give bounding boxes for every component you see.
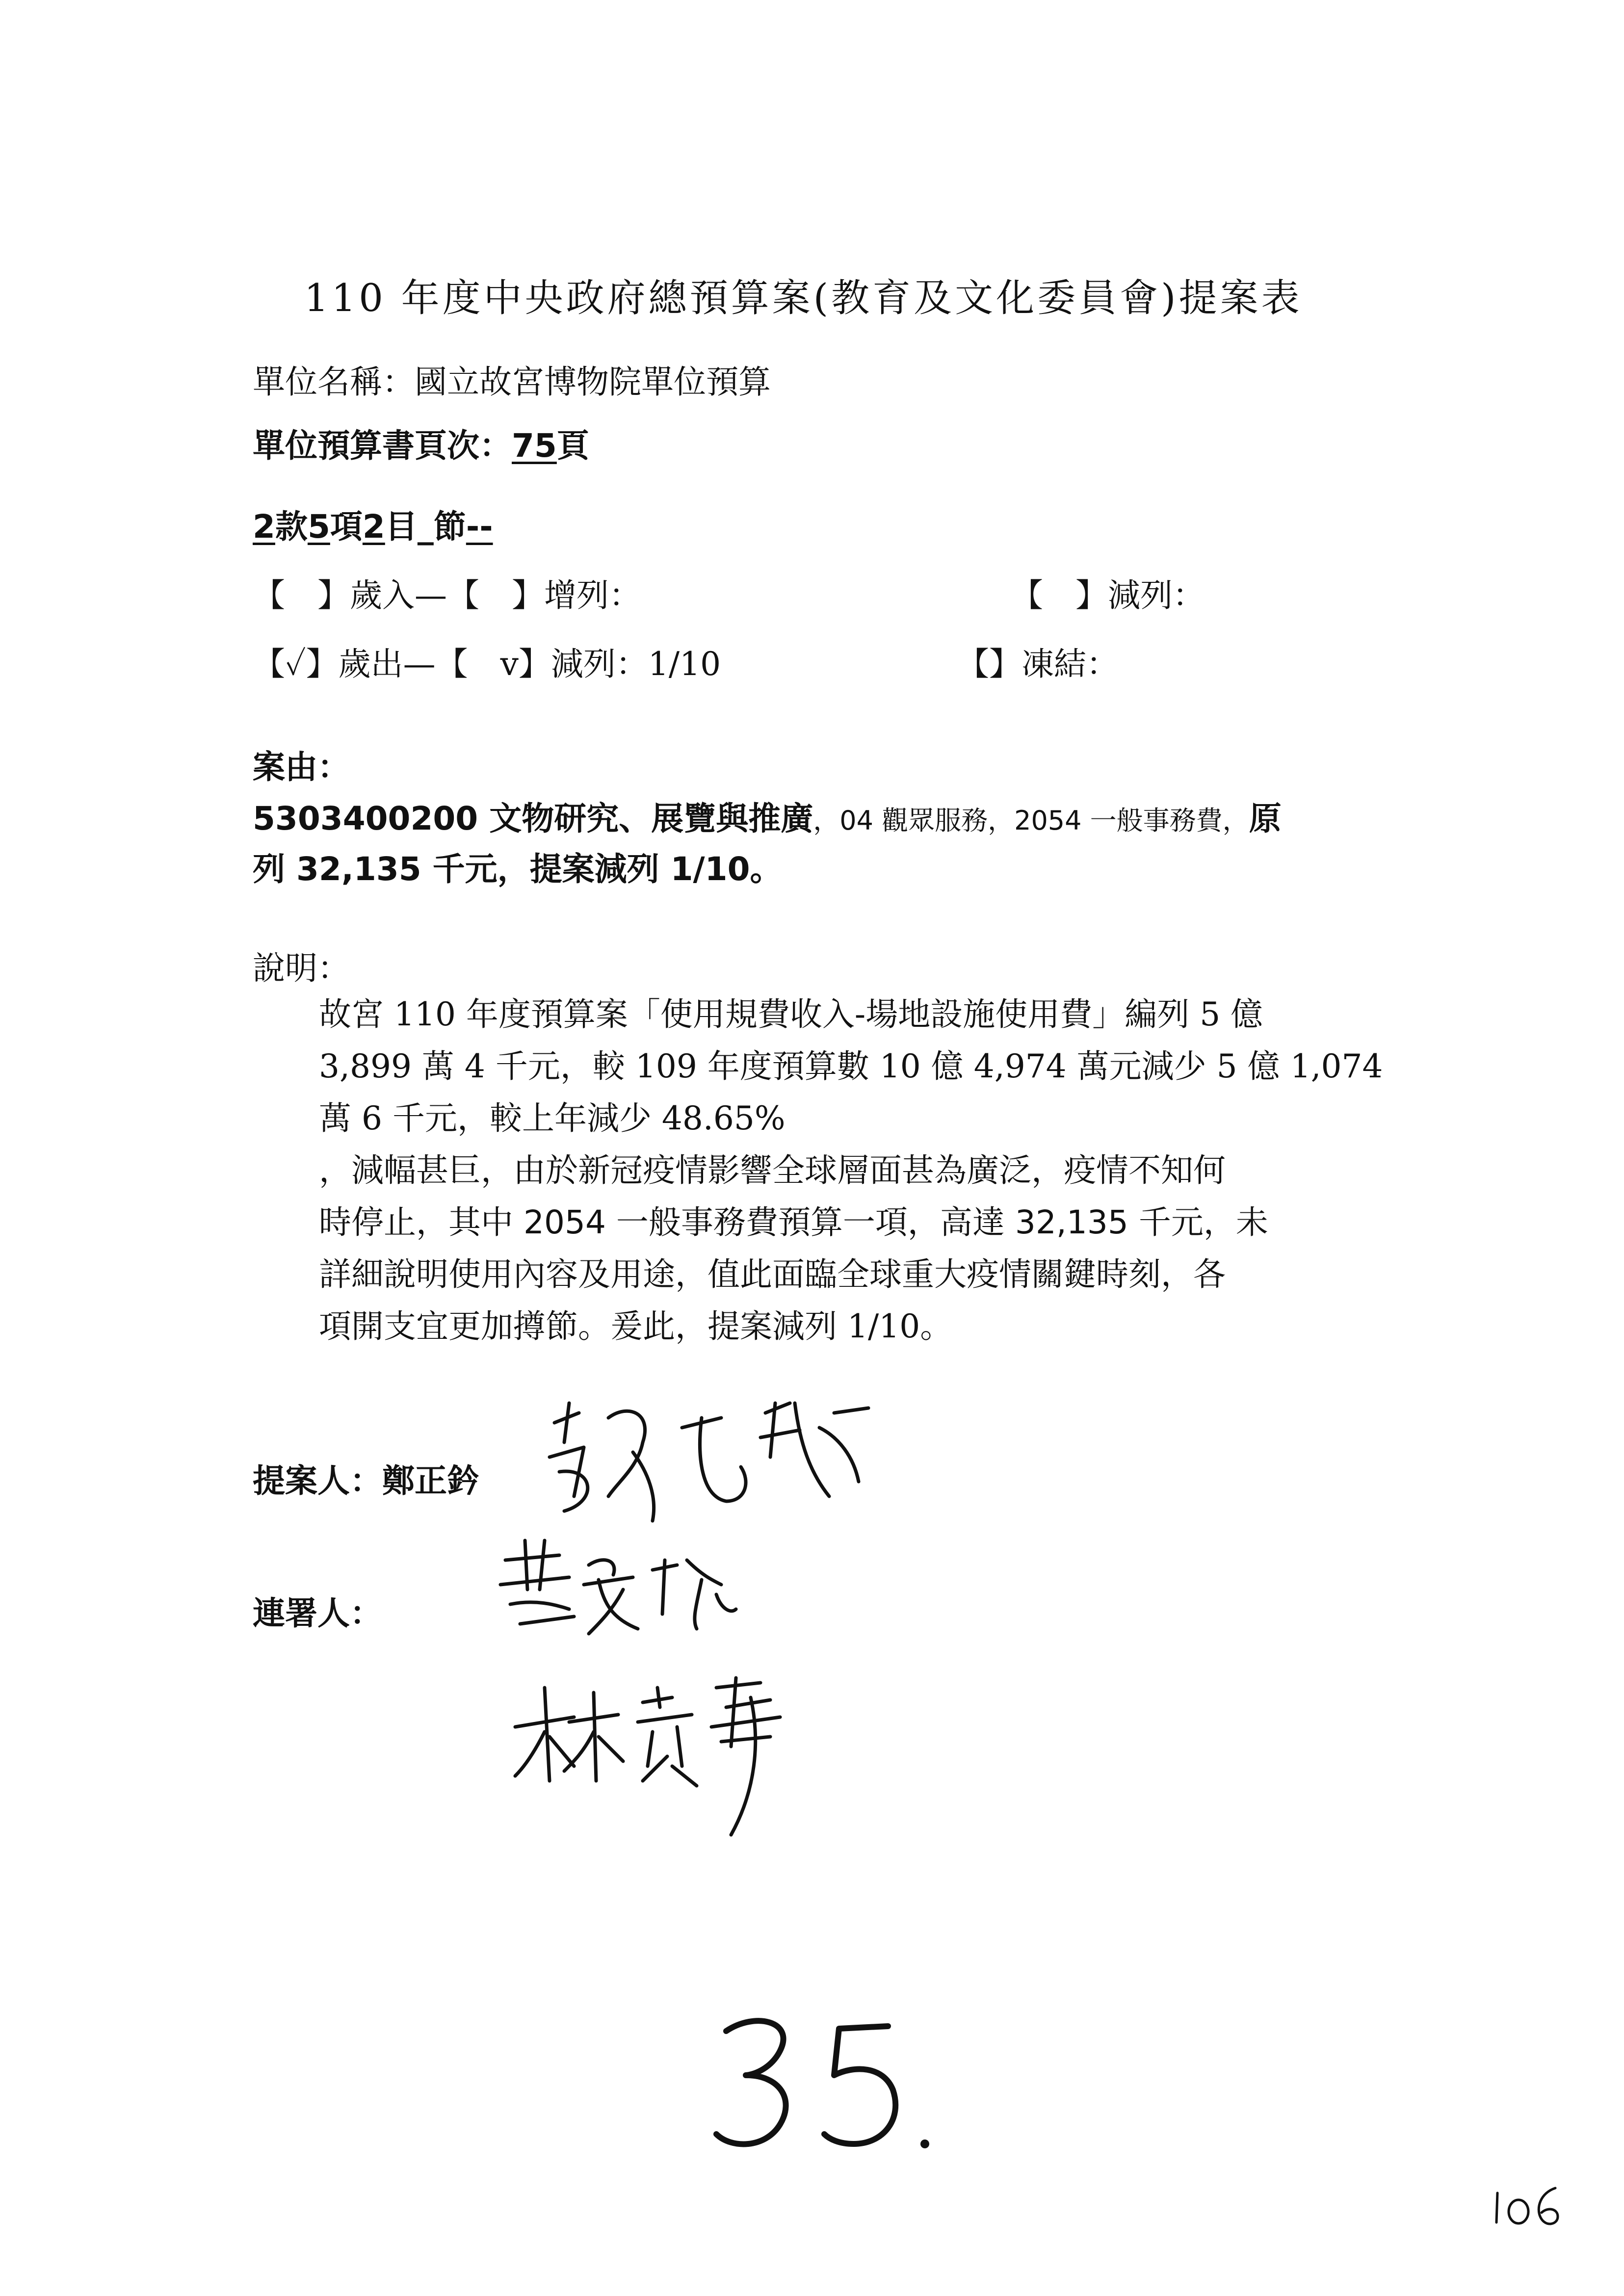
proposer-signature bbox=[535, 1383, 888, 1540]
xiang-value: 5 bbox=[307, 508, 330, 546]
cosigner-signature-2 bbox=[505, 1668, 810, 1850]
unit-name-value: 國立故宮博物院單位預算 bbox=[415, 363, 771, 401]
budget-page-line bbox=[253, 419, 589, 466]
explanation-line: 故宮 110 年度預算案「使用規費收入-場地設施使用費」編列 5 億 bbox=[319, 995, 1263, 1033]
unit-name-line bbox=[253, 356, 771, 402]
reason-heading: 案由： bbox=[253, 748, 350, 786]
explanation-line: ，減幅甚巨，由於新冠疫情影響全球層面甚為廣泛，疫情不知何 bbox=[319, 1151, 1226, 1189]
explanation-body bbox=[319, 989, 1383, 1353]
unit-name-label: 單位名稱： bbox=[253, 363, 415, 401]
explanation-line: 時停止，其中 2054 一般事務費預算一項，高達 32,135 千元，未 bbox=[319, 1203, 1268, 1241]
cosigner-label: 連署人： bbox=[253, 1594, 382, 1632]
budget-page-value: 75 bbox=[512, 427, 557, 465]
page-number bbox=[1487, 2178, 1570, 2232]
mu-label: 目 bbox=[385, 508, 418, 546]
expense-row-right: 【】凍結： bbox=[957, 645, 1119, 683]
reason-detail: ，04 觀眾服務，2054 一般事務費， bbox=[813, 805, 1249, 836]
explanation-line: 詳細說明使用內容及用途，值此面臨全球重大疫情關鍵時刻，各 bbox=[319, 1255, 1226, 1293]
handwritten-number bbox=[697, 2002, 971, 2164]
jie-value: -- bbox=[466, 508, 493, 546]
explanation-line: 3,899 萬 4 千元，較 109 年度預算數 10 億 4,974 萬元減少 5 億 1,074 bbox=[319, 1047, 1383, 1085]
item-code-line bbox=[253, 500, 493, 547]
budget-page-label: 單位預算書頁次： bbox=[253, 427, 512, 465]
reason-line-1 bbox=[253, 792, 1282, 839]
xiang-label: 項 bbox=[330, 508, 363, 546]
revenue-row-right: 【 】減列： bbox=[1011, 576, 1205, 614]
proposer-name: 鄭正鈐 bbox=[382, 1462, 479, 1500]
budget-page-suffix: 頁 bbox=[556, 427, 589, 465]
kuan-value: 2 bbox=[253, 508, 275, 546]
page-number-text: 106 bbox=[1487, 2178, 1488, 2179]
revenue-row-left: 【 】歲入—【 】增列： bbox=[253, 576, 641, 614]
kuan-label: 款 bbox=[275, 508, 308, 546]
cosigner-signature-1 bbox=[491, 1531, 765, 1644]
explanation-line: 萬 6 千元，較上年減少 48.65% bbox=[319, 1099, 786, 1137]
explanation-line: 項開支宜更加撙節。爰此，提案減列 1/10。 bbox=[319, 1307, 953, 1345]
explanation-heading: 說明： bbox=[253, 949, 350, 987]
jie-blank: _ bbox=[417, 508, 434, 546]
reason-code: 5303400200 文物研究、展覽與推廣 bbox=[253, 800, 813, 837]
reason-line-2: 列 32,135 千元，提案減列 1/10。 bbox=[253, 850, 783, 888]
proposer-line bbox=[253, 1455, 479, 1501]
mu-value: 2 bbox=[362, 508, 385, 546]
proposer-label: 提案人： bbox=[253, 1462, 382, 1500]
reason-line1-end: 原 bbox=[1249, 800, 1282, 837]
jie-label: 節 bbox=[433, 508, 466, 546]
document-title: 110 年度中央政府總預算案(教育及文化委員會)提案表 bbox=[304, 276, 1303, 320]
expense-row-left: 【✓】歲出—【 v】減列：1/10 bbox=[253, 645, 721, 683]
